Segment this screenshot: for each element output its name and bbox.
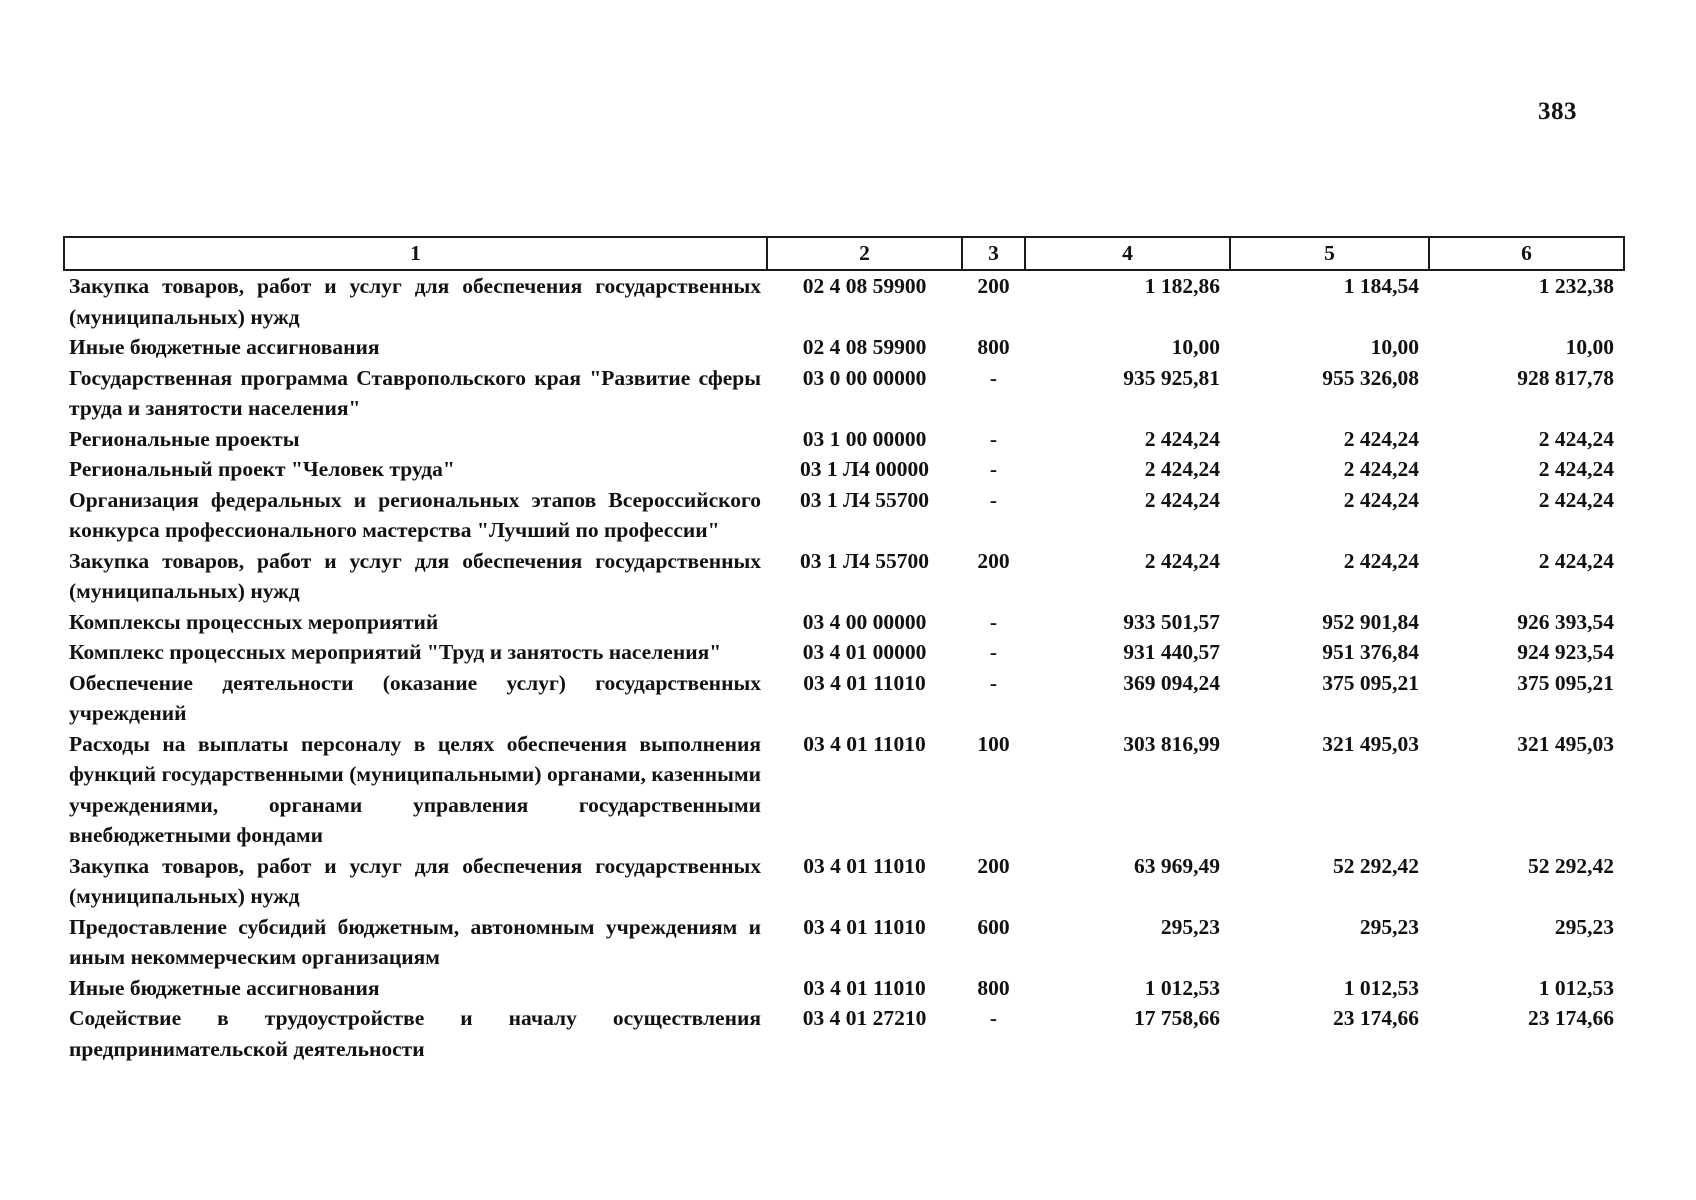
row-value-col4: 2 424,24	[1144, 457, 1220, 481]
table-row	[64, 912, 1624, 973]
row-name: Обеспечение деятельности (оказание услуг) государственных учреждений	[69, 670, 761, 725]
table-row	[64, 607, 1624, 638]
row-value-col6: 10,00	[1565, 335, 1614, 359]
row-value-col6: 924 923,54	[1517, 640, 1614, 664]
row-name: Предоставление субсидий бюджетным, автономным учреждениям и иным некоммерческим организациям	[69, 914, 761, 969]
row-expense-type: 200	[977, 548, 1010, 573]
row-value-col5: 23 174,66	[1333, 1006, 1419, 1030]
row-value-col4: 63 969,49	[1134, 853, 1220, 878]
row-expense-type: 200	[977, 853, 1010, 878]
row-value-col5: 321 495,03	[1322, 731, 1419, 756]
row-name: Содействие в трудоустройстве и началу осуществления предпринимательской деятельности	[69, 1006, 761, 1061]
row-value-col5: 952 901,84	[1322, 609, 1419, 634]
row-expense-type: -	[989, 670, 998, 695]
row-value-col6: 1 232,38	[1538, 274, 1614, 298]
row-value-col6: 2 424,24	[1538, 487, 1614, 512]
header-col-3: 3	[962, 237, 1025, 270]
table-body	[64, 270, 1624, 1064]
row-expense-type: 100	[977, 731, 1010, 756]
row-name: Комплексы процессных мероприятий	[69, 609, 439, 634]
row-value-col5: 2 424,24	[1343, 457, 1419, 481]
header-col-4: 4	[1025, 237, 1230, 270]
table-row	[64, 668, 1624, 729]
row-value-col4: 10,00	[1171, 335, 1220, 359]
row-code: 03 1 Л4 00000	[800, 457, 929, 481]
table-row	[64, 1003, 1624, 1064]
header-col-6: 6	[1429, 237, 1624, 270]
table-row	[64, 973, 1624, 1004]
row-value-col6: 321 495,03	[1517, 731, 1614, 756]
row-value-col5: 375 095,21	[1322, 670, 1419, 695]
row-value-col4: 931 440,57	[1123, 640, 1220, 664]
row-value-col5: 1 184,54	[1343, 274, 1419, 298]
row-code: 03 4 01 11010	[803, 853, 926, 878]
row-expense-type: -	[989, 487, 998, 512]
table-row	[64, 485, 1624, 546]
row-name: Закупка товаров, работ и услуг для обеспечения государственных (муниципальных) нужд	[69, 548, 761, 603]
table-row	[64, 270, 1624, 332]
row-code: 03 1 Л4 55700	[800, 548, 929, 573]
row-value-col5: 10,00	[1370, 335, 1419, 359]
row-value-col4: 2 424,24	[1144, 426, 1220, 451]
row-value-col5: 955 326,08	[1322, 365, 1419, 390]
row-code: 03 1 00 00000	[802, 426, 927, 451]
row-value-col4: 1 012,53	[1144, 975, 1220, 1000]
row-value-col4: 935 925,81	[1123, 365, 1220, 390]
header-row	[64, 237, 1624, 270]
row-name: Государственная программа Ставропольского края "Развитие сферы труда и занятости населения"	[69, 365, 761, 420]
row-value-col6: 928 817,78	[1517, 365, 1614, 390]
row-code: 03 4 01 27210	[802, 1006, 927, 1030]
table-row	[64, 851, 1624, 912]
table-row	[64, 729, 1624, 851]
table-header	[64, 237, 1624, 270]
row-value-col4: 17 758,66	[1134, 1006, 1220, 1030]
row-value-col5: 2 424,24	[1343, 426, 1419, 451]
table-row	[64, 637, 1624, 668]
row-value-col4: 933 501,57	[1123, 609, 1220, 634]
row-value-col4: 369 094,24	[1123, 670, 1220, 695]
row-name: Региональные проекты	[69, 426, 300, 451]
row-value-col5: 2 424,24	[1343, 548, 1419, 573]
row-expense-type: -	[989, 426, 998, 451]
row-code: 03 0 00 00000	[802, 365, 927, 390]
header-col-2: 2	[767, 237, 962, 270]
row-code: 02 4 08 59900	[802, 335, 927, 359]
table-row	[64, 546, 1624, 607]
row-value-col5: 2 424,24	[1343, 487, 1419, 512]
row-value-col5: 951 376,84	[1322, 640, 1419, 664]
row-value-col4: 2 424,24	[1144, 487, 1220, 512]
row-value-col6: 295,23	[1554, 914, 1614, 939]
row-value-col6: 2 424,24	[1538, 426, 1614, 451]
row-code: 03 4 01 00000	[802, 640, 927, 664]
row-expense-type: -	[989, 457, 998, 481]
row-expense-type: -	[989, 640, 998, 664]
row-value-col6: 23 174,66	[1528, 1006, 1614, 1030]
row-name: Расходы на выплаты персоналу в целях обеспечения выполнения функций государственными (муниципальными) органами, казенными учреждениями, органами управления государственными внебюджетными фондами	[69, 731, 761, 847]
row-code: 03 4 01 11010	[803, 731, 926, 756]
table-row	[64, 424, 1624, 455]
row-expense-type: -	[989, 1006, 998, 1030]
row-expense-type: 800	[977, 975, 1010, 1000]
row-expense-type: -	[989, 609, 998, 634]
header-col-1: 1	[64, 237, 767, 270]
budget-table	[63, 236, 1625, 1064]
row-value-col6: 375 095,21	[1517, 670, 1614, 695]
row-expense-type: 200	[977, 274, 1010, 298]
row-value-col4: 295,23	[1160, 914, 1220, 939]
row-name: Комплекс процессных мероприятий "Труд и занятость населения"	[69, 640, 722, 664]
row-name: Иные бюджетные ассигнования	[69, 975, 380, 1000]
row-code: 03 1 Л4 55700	[800, 487, 929, 512]
page-number: 383	[1538, 98, 1577, 125]
row-value-col4: 2 424,24	[1144, 548, 1220, 573]
row-expense-type: 600	[977, 914, 1010, 939]
row-name: Закупка товаров, работ и услуг для обеспечения государственных (муниципальных) нужд	[69, 853, 761, 908]
row-value-col6: 52 292,42	[1528, 853, 1614, 878]
header-col-5: 5	[1230, 237, 1429, 270]
row-name: Организация федеральных и региональных этапов Всероссийского конкурса профессионального мастерства "Лучший по профессии"	[69, 487, 761, 542]
row-value-col4: 1 182,86	[1144, 274, 1220, 298]
row-expense-type: 800	[977, 335, 1010, 359]
row-value-col6: 1 012,53	[1538, 975, 1614, 1000]
row-value-col6: 926 393,54	[1517, 609, 1614, 634]
row-value-col5: 52 292,42	[1333, 853, 1419, 878]
table-row	[64, 363, 1624, 424]
row-code: 03 4 01 11010	[803, 670, 926, 695]
row-value-col5: 295,23	[1359, 914, 1419, 939]
row-value-col4: 303 816,99	[1123, 731, 1220, 756]
row-value-col5: 1 012,53	[1343, 975, 1419, 1000]
row-code: 02 4 08 59900	[802, 274, 927, 298]
row-code: 03 4 00 00000	[802, 609, 927, 634]
row-name: Иные бюджетные ассигнования	[69, 335, 380, 359]
table-row	[64, 454, 1624, 485]
row-name: Региональный проект "Человек труда"	[69, 457, 455, 481]
row-value-col6: 2 424,24	[1538, 548, 1614, 573]
row-expense-type: -	[989, 365, 998, 390]
row-value-col6: 2 424,24	[1538, 457, 1614, 481]
table-row	[64, 332, 1624, 363]
row-code: 03 4 01 11010	[803, 975, 926, 1000]
row-code: 03 4 01 11010	[803, 914, 926, 939]
row-name: Закупка товаров, работ и услуг для обеспечения государственных (муниципальных) нужд	[69, 274, 761, 329]
